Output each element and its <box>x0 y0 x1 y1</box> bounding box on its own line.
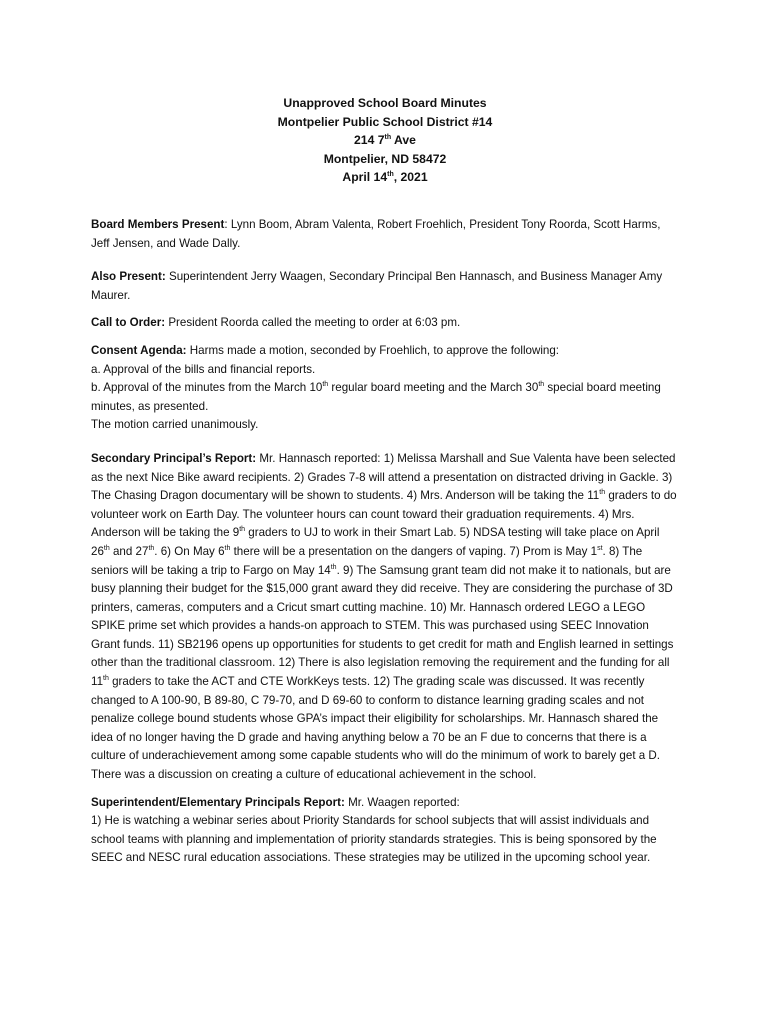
call-to-order: Call to Order: President Roorda called the meeting to order at 6:03 pm. <box>91 316 461 330</box>
consent-item-b: b. Approval of the minutes from the March 10th regular board meeting and the March 30th special board meeting minutes, as presented. <box>91 381 661 413</box>
district-name: Montpelier Public School District #14 <box>277 114 493 129</box>
section-label: Secondary Principal’s Report: <box>91 451 257 465</box>
street-address: 214 7th Ave <box>354 133 416 148</box>
section-label: Superintendent/Elementary Principals Report: <box>91 795 345 809</box>
secondary-principal-report: Secondary Principal’s Report: Mr. Hannasch reported: 1) Melissa Marshall and Sue Valenta have been selected as the next Nice Bike award recipients. 2) Grades 7-8 will attend a presentation on distracted driving in Gackle. 3) The Chasing Dragon documentary will be shown to students. 4) Mrs. Anderson will be taking the 11th graders to do volunteer work on Earth Day. The volunteer hours can count toward their graduation requirements. 4) Mrs. Anderson will be taking the 9th graders to UJ to work in their Smart Lab. 5) NDSA testing will take place on April 26th and 27th. 6) On May 6th there will be a presentation on the dangers of vaping. 7) Prom is May 1st. 8) The seniors will be taking a trip to Fargo on May 14th. 9) The Samsung grant team did not make it to nationals, but are busy planning their budget for the $15,000 grant award they did receive. They are considering the purchase of 3D printers, cameras, computers and a Cricut smart cutting machine. 10) Mr. Hannasch ordered LEGO a LEGO SPIKE prime set which provides a hands-on approach to STEM. This was purchased using SEEC Innovation Grant funds. 11) SB2196 opens up opportunities for students to get credit for math and English learned in settings other than the traditional classroom. 12) There is also legislation removing the requirement and the funding for all 11th graders to take the ACT and CTE WorkKeys tests. 12) The grading scale was discussed. It was recently changed to A 100-90, B 89-80, C 79-70, and D 69-60 to conform to distance learning grading scales and not penalize college bound students whose GPA’s impact their eligibility for scholarships. Mr. Hannasch shared the idea of no longer having the D grade and having anything below a 70 be an F due to concerns that there is a culture of underachievement among some capable students who will do the minimum of work to barely get a D. There was a discussion on creating a culture of educational achievement in the school. <box>91 451 677 782</box>
minutes-body <box>91 216 681 877</box>
section-label: Call to Order: <box>91 316 166 330</box>
document-header <box>0 94 770 187</box>
superintendent-report: Superintendent/Elementary Principals Report: Mr. Waagen reported: 1) He is watching a webinar series about Priority Standards for school subjects that will assist individuals and school teams with planning and implementation of priority standards strategies. This is being sponsored by the SEEC and NESC rural education associations. These strategies may be utilized in the upcoming school year. <box>91 794 681 868</box>
board-members-present: Board Members Present: Lynn Boom, Abram Valenta, Robert Froehlich, President Tony Roorda, Scott Harms, Jeff Jensen, and Wade Dally. <box>91 218 661 250</box>
consent-agenda: Consent Agenda: Harms made a motion, seconded by Froehlich, to approve the following: a. Approval of the bills and financial reports. b. Approval of the minutes from the March 10th regular board meeting and the March 30th special board meeting minutes, as presented. The motion carried unanimously. <box>91 342 681 435</box>
meeting-date: April 14th, 2021 <box>342 170 428 185</box>
section-label: Also Present: <box>91 270 166 284</box>
section-label: Consent Agenda: <box>91 343 187 357</box>
motion-result: The motion carried unanimously. <box>91 418 259 432</box>
section-label: Board Members Present <box>91 218 225 231</box>
consent-item-a: a. Approval of the bills and financial reports. <box>91 362 316 376</box>
city-state-zip: Montpelier, ND 58472 <box>323 151 447 166</box>
also-present: Also Present: Superintendent Jerry Waagen, Secondary Principal Ben Hannasch, and Business Manager Amy Maurer. <box>91 270 663 302</box>
superintendent-item-1: 1) He is watching a webinar series about Priority Standards for school subjects that will assist individuals and school teams with planning and implementation of priority standards strategies. This is being sponsored by the SEEC and NESC rural education associations. These strategies may be utilized in the upcoming school year. <box>91 814 657 865</box>
document-title: Unapproved School Board Minutes <box>283 96 487 110</box>
